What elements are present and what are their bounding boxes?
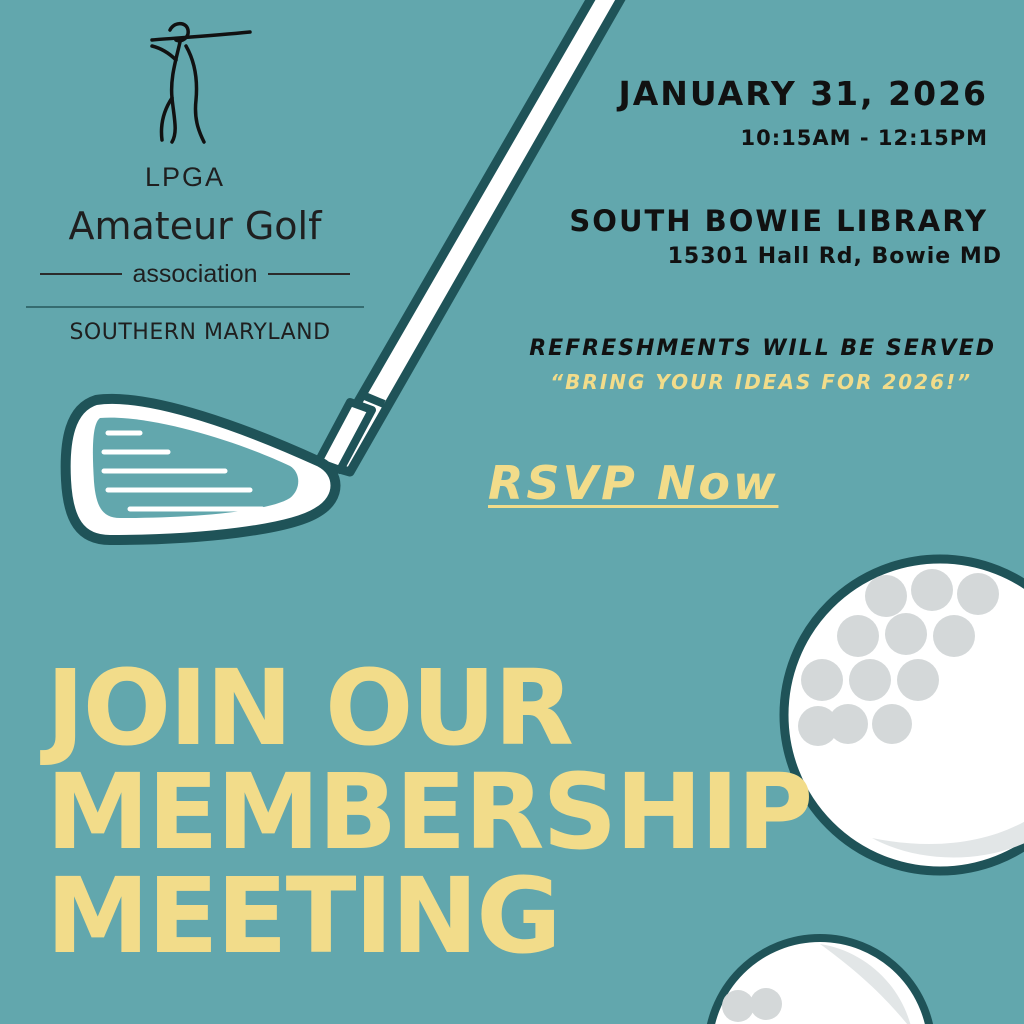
logo-subtitle: association bbox=[132, 259, 258, 288]
headline-line-2: MEMBERSHIP bbox=[46, 751, 812, 873]
page-title bbox=[46, 647, 812, 977]
event-time: 10:15AM - 12:15PM bbox=[740, 126, 988, 150]
event-venue: SOUTH BOWIE LIBRARY bbox=[569, 204, 988, 238]
logo-region: SOUTHERN MARYLAND bbox=[69, 320, 331, 345]
logo-divider bbox=[26, 306, 364, 308]
refreshments-note: REFRESHMENTS WILL BE SERVED bbox=[529, 336, 996, 361]
logo-brand: LPGA bbox=[144, 162, 226, 192]
lpga-logo bbox=[20, 14, 380, 344]
rsvp-link[interactable]: RSVP Now bbox=[488, 456, 779, 510]
headline-line-1: JOIN OUR bbox=[46, 647, 572, 769]
headline-line-3: MEETING bbox=[46, 855, 560, 977]
logo-name: Amateur Golf bbox=[68, 204, 322, 248]
event-address: 15301 Hall Rd, Bowie MD bbox=[667, 244, 1002, 269]
golf-ball-icon bbox=[784, 559, 1024, 871]
divider-line bbox=[40, 273, 122, 275]
divider-line bbox=[268, 273, 350, 275]
event-date: JANUARY 31, 2026 bbox=[618, 74, 988, 113]
ideas-note: “BRING YOUR IDEAS FOR 2026!” bbox=[550, 370, 972, 394]
logo-subtitle-row bbox=[40, 258, 350, 290]
